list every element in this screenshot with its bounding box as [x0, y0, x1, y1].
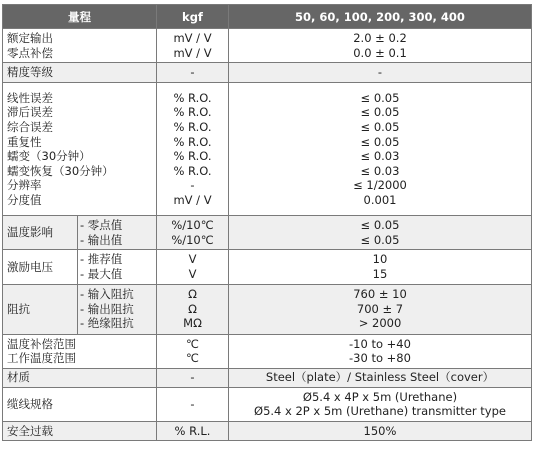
value-line: -30 to +80 [349, 351, 411, 366]
table-row [3, 368, 532, 387]
row-label: 激励电压 [3, 250, 78, 284]
unit-line: V [188, 252, 197, 267]
label-line: 滞后误差 [7, 105, 53, 120]
row-value [229, 83, 532, 216]
unit-line: mV / V [173, 192, 212, 207]
table-row [3, 216, 532, 250]
unit-line: % R.O. [173, 105, 212, 120]
table-row [3, 284, 532, 334]
unit-line: Ω [188, 301, 197, 316]
value-line: 10 [372, 252, 388, 267]
row-label: 安全过载 [3, 421, 157, 440]
table-row [3, 421, 532, 440]
label-line: 额定输出 [7, 31, 53, 45]
unit-line: % R.O. [173, 149, 212, 164]
row-label: 精度等级 [3, 63, 157, 83]
row-value [229, 284, 532, 334]
sublabel-line: - 输出值 [80, 232, 123, 247]
label-line: 分辨率 [7, 178, 42, 193]
label-line: 蠕变（30分钟） [7, 149, 91, 164]
unit-line: mV / V [173, 45, 212, 60]
label-line: 线性误差 [7, 90, 53, 105]
table-row [3, 63, 532, 83]
table-row [3, 83, 532, 216]
header-capacities: 50, 60, 100, 200, 300, 400 [229, 5, 532, 29]
unit-line: MΩ [183, 316, 202, 331]
row-value: - [229, 63, 532, 83]
row-value [229, 334, 532, 368]
row-sublabel [78, 250, 157, 284]
table-row [3, 387, 532, 421]
value-line: ≤ 0.05 [360, 120, 400, 134]
row-unit [157, 83, 229, 216]
row-sublabel [78, 216, 157, 250]
value-line: Ø5.4 x 4P x 5m (Urethane) [302, 389, 458, 404]
value-line: ≤ 0.05 [360, 105, 400, 120]
row-sublabel [78, 284, 157, 334]
value-line: ≤ 0.03 [360, 163, 400, 178]
unit-line: - [190, 178, 195, 193]
sublabel-line: - 推荐值 [80, 252, 123, 267]
row-unit: - [157, 63, 229, 83]
spec-table [2, 4, 532, 441]
header-unit: kgf [157, 5, 229, 29]
value-line: 2.0 ± 0.2 [353, 31, 407, 45]
sublabel-line: - 最大值 [80, 266, 123, 281]
sublabel-line: - 绝缘阻抗 [80, 316, 134, 331]
row-value: 150% [229, 421, 532, 440]
row-value [229, 387, 532, 421]
value-line: -10 to +40 [349, 336, 411, 351]
row-label: 温度影响 [3, 216, 78, 250]
value-line: ≤ 0.05 [360, 218, 400, 233]
unit-line: ℃ [186, 351, 199, 366]
value-line: ≤ 0.05 [360, 90, 400, 105]
label-line: 蠕变恢复（30分钟） [7, 163, 114, 178]
table-row [3, 250, 532, 284]
row-unit [157, 250, 229, 284]
unit-line: % R.O. [173, 163, 212, 178]
header-range: 量程 [3, 5, 157, 29]
label-line: 分度值 [7, 192, 42, 207]
table-row [3, 29, 532, 63]
row-label: 材质 [3, 368, 157, 387]
value-line: ≤ 0.03 [360, 149, 400, 164]
row-value [229, 216, 532, 250]
value-line: ≤ 1/2000 [353, 178, 407, 193]
unit-line: % R.O. [173, 134, 212, 149]
label-line: 零点补偿 [7, 45, 53, 60]
row-unit [157, 216, 229, 250]
unit-line: ℃ [186, 336, 199, 351]
label-line: 温度补偿范围 [7, 336, 76, 351]
unit-line: Ω [188, 287, 197, 302]
value-line: 700 ± 7 [356, 301, 404, 316]
value-line: Ø5.4 x 2P x 5m (Urethane) transmitter type [254, 404, 506, 419]
value-line: > 2000 [358, 316, 402, 331]
value-line: 15 [372, 266, 388, 281]
value-line: ≤ 0.05 [360, 134, 400, 149]
row-label [3, 334, 157, 368]
row-unit [157, 334, 229, 368]
value-line: 0.0 ± 0.1 [353, 45, 407, 60]
row-value [229, 29, 532, 63]
row-unit: - [157, 368, 229, 387]
sublabel-line: - 零点值 [80, 218, 123, 233]
table-header [3, 5, 532, 29]
row-value [229, 250, 532, 284]
label-line: 工作温度范围 [7, 351, 76, 366]
row-label: 阻抗 [3, 284, 78, 334]
unit-line: V [188, 266, 197, 281]
unit-line: %/10℃ [171, 232, 214, 247]
value-line: ≤ 0.05 [360, 232, 400, 247]
label-line: 重复性 [7, 134, 42, 149]
table-row [3, 334, 532, 368]
row-label: 缆线规格 [3, 387, 157, 421]
unit-line: % R.O. [173, 90, 212, 105]
value-line: 760 ± 10 [353, 287, 407, 302]
sublabel-line: - 输入阻抗 [80, 287, 134, 302]
label-line: 综合误差 [7, 120, 53, 134]
row-unit: % R.L. [157, 421, 229, 440]
value-line: 0.001 [363, 192, 397, 207]
row-label [3, 29, 157, 63]
row-label [3, 83, 157, 216]
sublabel-line: - 输出阻抗 [80, 301, 134, 316]
row-unit: - [157, 387, 229, 421]
row-unit [157, 29, 229, 63]
row-unit [157, 284, 229, 334]
unit-line: % R.O. [173, 120, 212, 134]
unit-line: %/10℃ [171, 218, 214, 233]
row-value: Steel（plate）/ Stainless Steel（cover） [229, 368, 532, 387]
unit-line: mV / V [173, 31, 212, 45]
